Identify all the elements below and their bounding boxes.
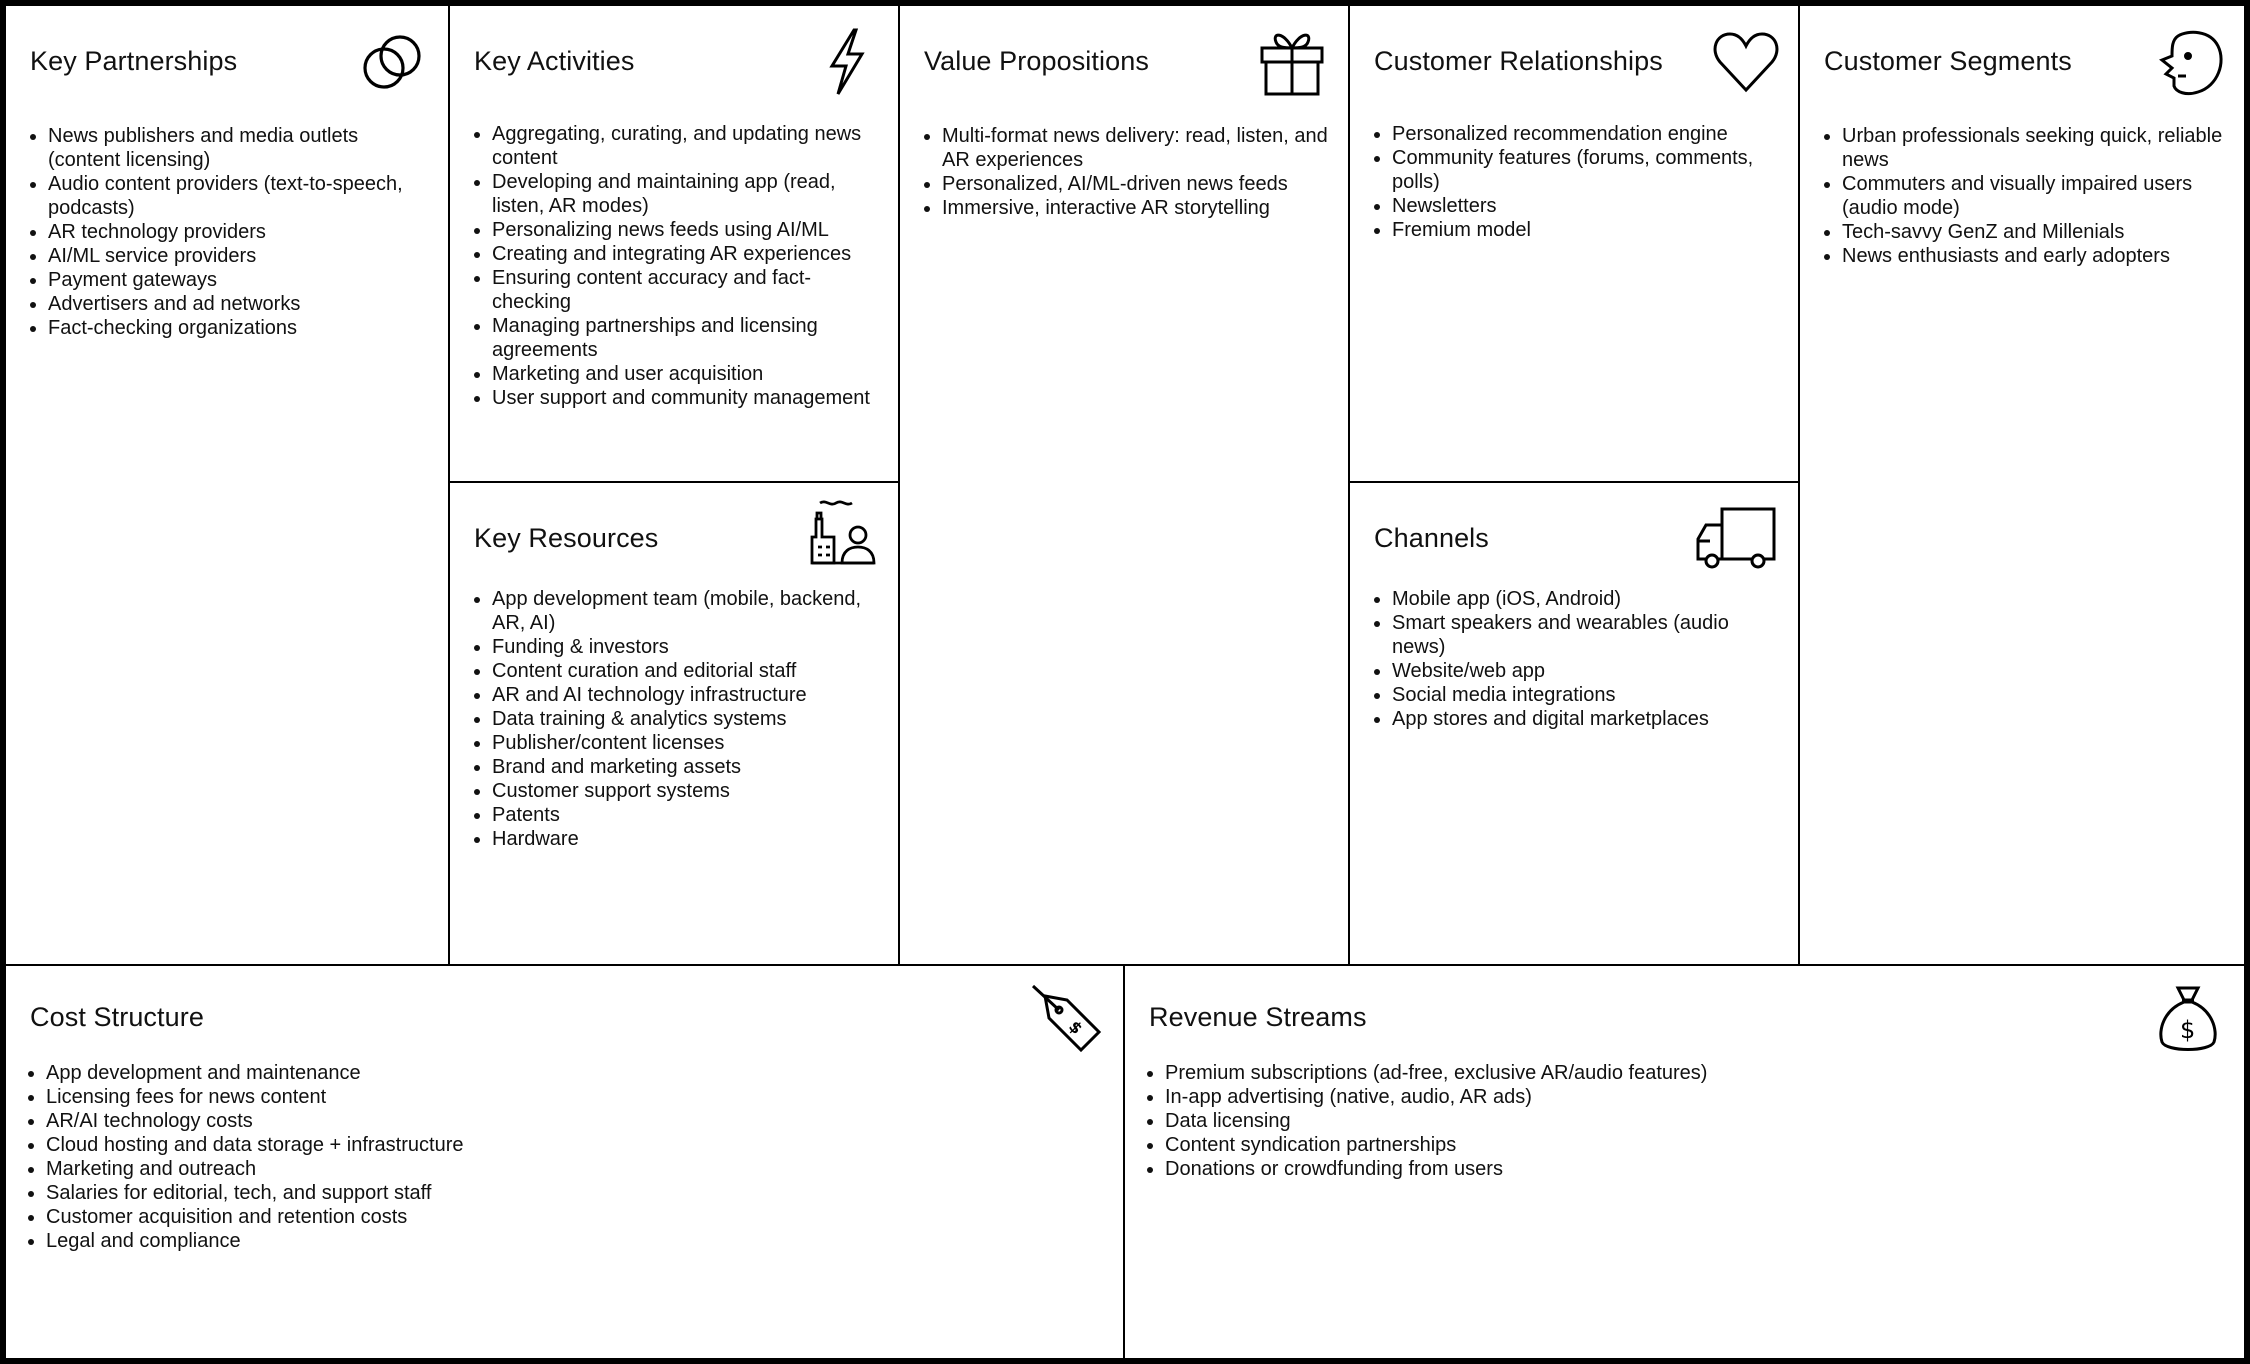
list-item: • Funding & investors: [492, 635, 878, 659]
list-item: • Customer acquisition and retention costs: [46, 1205, 1103, 1229]
list-item: • User support and community management: [492, 386, 878, 410]
list-item: • App development team (mobile, backend, AR, AI): [492, 587, 878, 635]
factory-worker-icon: [806, 497, 878, 569]
list-item: • Donations or crowdfunding from users: [1165, 1157, 2224, 1181]
list-item: • App development and maintenance: [46, 1061, 1103, 1085]
list-item: • Audio content providers (text-to-speech, podcasts): [48, 172, 428, 220]
key-resources-block: [450, 483, 900, 966]
list-item: • Licensing fees for news content: [46, 1085, 1103, 1109]
list-item: • Multi-format news delivery: read, listen, and AR experiences: [942, 124, 1328, 172]
key-resources-list: [466, 587, 878, 851]
list-item: • Marketing and user acquisition: [492, 362, 878, 386]
list-item: • AR/AI technology costs: [46, 1109, 1103, 1133]
list-item: • Publisher/content licenses: [492, 731, 878, 755]
list-item: • Personalized, AI/ML-driven news feeds: [942, 172, 1328, 196]
list-item: • Smart speakers and wearables (audio news): [1392, 611, 1778, 659]
list-item: • Data training & analytics systems: [492, 707, 878, 731]
list-item: • Commuters and visually impaired users (audio mode): [1842, 172, 2224, 220]
list-item: • News enthusiasts and early adopters: [1842, 244, 2224, 268]
money-bag-icon: [2152, 984, 2224, 1056]
lightning-icon: [810, 26, 882, 98]
list-item: • In-app advertising (native, audio, AR ads): [1165, 1085, 2224, 1109]
list-item: • Tech-savvy GenZ and Millenials: [1842, 220, 2224, 244]
list-item: • AI/ML service providers: [48, 244, 428, 268]
value-propositions-list: [916, 124, 1328, 220]
cost-structure-list: [22, 1061, 1103, 1253]
truck-icon: [1694, 501, 1778, 573]
key-activities-title: Key Activities: [474, 46, 635, 76]
key-resources-title: Key Resources: [474, 523, 659, 553]
key-partnerships-list: [22, 124, 428, 340]
list-item: • Hardware: [492, 827, 878, 851]
list-item: • Premium subscriptions (ad-free, exclusive AR/audio features): [1165, 1061, 2224, 1085]
list-item: • Advertisers and ad networks: [48, 292, 428, 316]
list-item: • AR and AI technology infrastructure: [492, 683, 878, 707]
customer-segments-block: [1800, 6, 2244, 966]
heart-icon: [1710, 26, 1782, 98]
price-tag-icon: [1031, 982, 1103, 1054]
list-item: • Social media integrations: [1392, 683, 1778, 707]
list-item: • Website/web app: [1392, 659, 1778, 683]
revenue-streams-list: [1141, 1061, 2224, 1181]
customer-relationships-block: [1350, 6, 1800, 483]
list-item: • Salaries for editorial, tech, and support staff: [46, 1181, 1103, 1205]
list-item: • Creating and integrating AR experiences: [492, 242, 878, 266]
cost-structure-block: [6, 966, 1125, 1358]
link-icon: [356, 26, 428, 98]
list-item: • Urban professionals seeking quick, reliable news: [1842, 124, 2224, 172]
list-item: • Personalized recommendation engine: [1392, 122, 1778, 146]
list-item: • Brand and marketing assets: [492, 755, 878, 779]
list-item: • Community features (forums, comments, polls): [1392, 146, 1778, 194]
list-item: • Data licensing: [1165, 1109, 2224, 1133]
list-item: • Newsletters: [1392, 194, 1778, 218]
revenue-streams-block: [1125, 966, 2244, 1358]
key-activities-block: [450, 6, 900, 483]
customer-segments-list: [1816, 124, 2224, 268]
customer-relationships-list: [1366, 122, 1778, 242]
channels-block: [1350, 483, 1800, 966]
gift-icon: [1256, 26, 1328, 98]
list-item: • Cloud hosting and data storage + infrastructure: [46, 1133, 1103, 1157]
svg-text:$: $: [2180, 1016, 2196, 1044]
key-partnerships-block: [6, 6, 450, 966]
list-item: • Fact-checking organizations: [48, 316, 428, 340]
list-item: • Immersive, interactive AR storytelling: [942, 196, 1328, 220]
list-item: • Content curation and editorial staff: [492, 659, 878, 683]
channels-list: [1366, 587, 1778, 731]
list-item: • Managing partnerships and licensing agreements: [492, 314, 878, 362]
list-item: • Mobile app (iOS, Android): [1392, 587, 1778, 611]
customer-relationships-title: Customer Relationships: [1374, 46, 1663, 76]
cost-structure-title: Cost Structure: [30, 1002, 204, 1032]
revenue-streams-title: Revenue Streams: [1149, 1002, 1367, 1032]
list-item: • Patents: [492, 803, 878, 827]
key-activities-list: [466, 122, 878, 410]
list-item: • Developing and maintaining app (read, listen, AR modes): [492, 170, 878, 218]
key-partnerships-title: Key Partnerships: [30, 46, 238, 76]
list-item: • News publishers and media outlets (content licensing): [48, 124, 428, 172]
list-item: • Payment gateways: [48, 268, 428, 292]
list-item: • Legal and compliance: [46, 1229, 1103, 1253]
face-icon: [2154, 26, 2226, 98]
svg-text:$: $: [1065, 1016, 1087, 1039]
channels-title: Channels: [1374, 523, 1489, 553]
list-item: • Ensuring content accuracy and fact-checking: [492, 266, 878, 314]
list-item: • Marketing and outreach: [46, 1157, 1103, 1181]
list-item: • AR technology providers: [48, 220, 428, 244]
list-item: • Fremium model: [1392, 218, 1778, 242]
list-item: • Personalizing news feeds using AI/ML: [492, 218, 878, 242]
value-propositions-title: Value Propositions: [924, 46, 1149, 76]
value-propositions-block: [900, 6, 1350, 966]
customer-segments-title: Customer Segments: [1824, 46, 2072, 76]
list-item: • Customer support systems: [492, 779, 878, 803]
list-item: • App stores and digital marketplaces: [1392, 707, 1778, 731]
list-item: • Content syndication partnerships: [1165, 1133, 2224, 1157]
list-item: • Aggregating, curating, and updating news content: [492, 122, 878, 170]
